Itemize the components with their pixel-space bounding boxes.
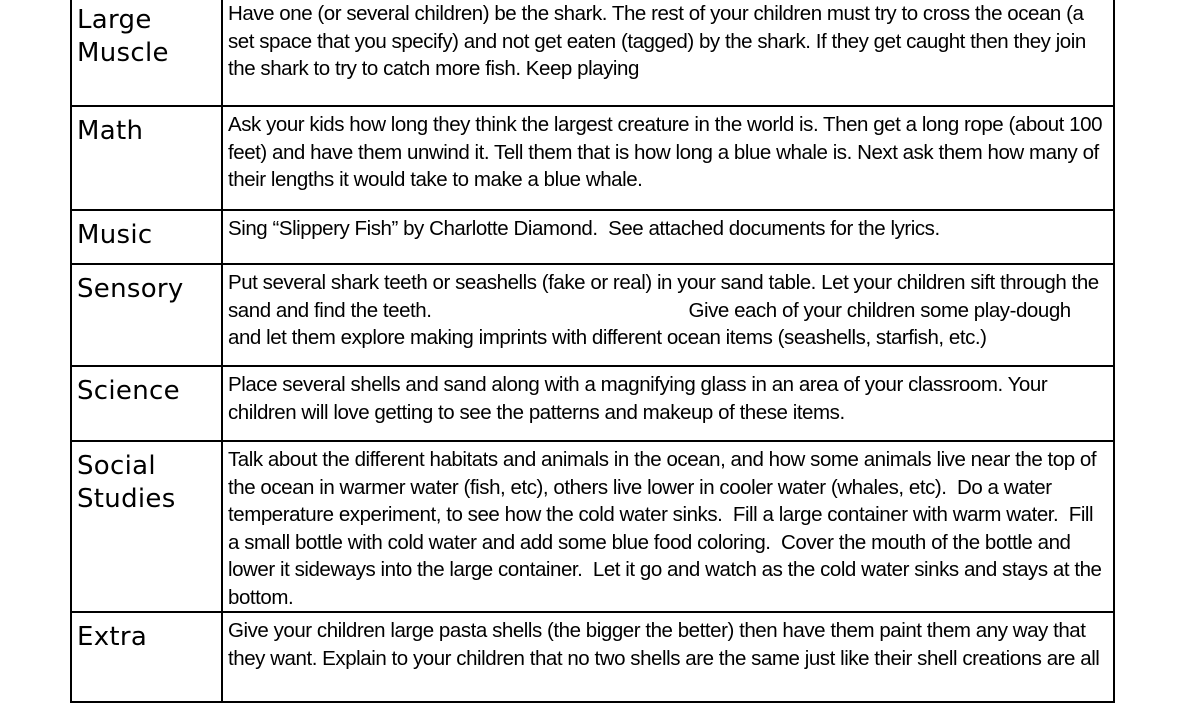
category-social-studies: Social Studies [71,441,222,612]
description-sensory: Put several shark teeth or seashells (fake or real) in your sand table. Let your children sift through the sand and find the teeth. Give each of your children some play-dough and let them explore making imprints with different ocean items (seashells, starfish, etc.) [222,264,1114,366]
category-large-muscle: Large Muscle [71,0,222,106]
table-row [71,366,1114,441]
category-science: Science [71,366,222,441]
description-science: Place several shells and sand along with a magnifying glass in an area of your classroom. Your children will love getting to see the patterns and makeup of these items. [222,366,1114,441]
activity-table [70,0,1115,703]
description-math: Ask your kids how long they think the largest creature in the world is. Then get a long rope (about 100 feet) and have them unwind it. Tell them that is how long a blue whale is. Next ask them how many of their lengths it would take to make a blue whale. [222,106,1114,210]
table-row [71,441,1114,612]
table-row [71,210,1114,264]
category-sensory: Sensory [71,264,222,366]
category-math: Math [71,106,222,210]
category-music: Music [71,210,222,264]
description-large-muscle: Have one (or several children) be the shark. The rest of your children must try to cross the ocean (a set space that you specify) and not get eaten (tagged) by the shark. If they get caught then they join the shark to try to catch more fish. Keep playing [222,0,1114,106]
table-row [71,0,1114,106]
category-extra: Extra [71,612,222,702]
table-row [71,264,1114,366]
table-row [71,612,1114,702]
description-music: Sing “Slippery Fish” by Charlotte Diamond. See attached documents for the lyrics. [222,210,1114,264]
description-social-studies: Talk about the different habitats and animals in the ocean, and how some animals live near the top of the ocean in warmer water (fish, etc), others live lower in cooler water (whales, etc). Do a water temperature experiment, to see how the cold water sinks. Fill a large container with warm water. Fill a small bottle with cold water and add some blue food coloring. Cover the mouth of the bottle and lower it sideways into the large container. Let it go and watch as the cold water sinks and stays at the bottom. [222,441,1114,612]
description-extra: Give your children large pasta shells (the bigger the better) then have them paint them any way that they want. Explain to your children that no two shells are the same just like their shell creations are all [222,612,1114,702]
table-row [71,106,1114,210]
